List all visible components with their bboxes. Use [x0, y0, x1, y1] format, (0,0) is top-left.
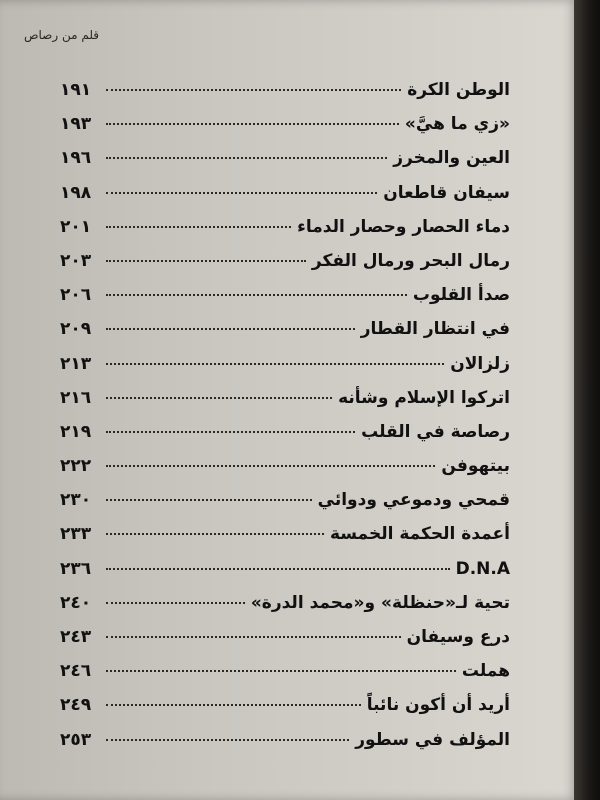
dot-leader	[106, 602, 245, 604]
toc-entry-title: تحية لـ«حنظلة» و«محمد الدرة»	[250, 592, 510, 613]
toc-entry	[60, 730, 510, 764]
dot-leader	[106, 192, 377, 194]
toc-entry-page-number: ٢٤٠	[60, 592, 92, 613]
toc-entry-title: درع وسيفان	[406, 627, 510, 647]
toc-entry-page-number: ٢٢٢	[60, 456, 92, 477]
dot-leader	[106, 157, 387, 159]
toc-entry	[60, 593, 510, 627]
toc-entry-page-number: ٢٤٩	[60, 695, 92, 716]
toc-entry	[60, 661, 510, 695]
dot-leader	[106, 89, 401, 91]
dot-leader	[106, 636, 401, 638]
toc-entry-page-number: ١٩٣	[60, 114, 92, 135]
toc-entry	[60, 524, 510, 558]
toc-entry	[60, 354, 510, 388]
dot-leader	[106, 533, 324, 535]
dot-leader	[106, 704, 361, 706]
toc-entry-title: رمال البحر ورمال الفكر	[311, 250, 510, 271]
toc-entry-title: دماء الحصار وحصار الدماء	[297, 216, 510, 237]
toc-entry-page-number: ٢٣٣	[60, 524, 92, 545]
dot-leader	[106, 226, 291, 228]
dot-leader	[106, 294, 407, 296]
toc-entry-page-number: ١٩٦	[60, 148, 92, 169]
toc-entry-title: سيفان قاطعان	[383, 182, 510, 203]
toc-entry	[60, 80, 510, 114]
dot-leader	[106, 465, 435, 467]
toc-entry-page-number: ٢٠٦	[60, 285, 92, 306]
toc-entry	[60, 148, 510, 182]
toc-entry	[60, 319, 510, 353]
toc-entry	[60, 285, 510, 319]
toc-entry-title: أريد أن أكون نائباً	[366, 695, 510, 716]
toc-entry-page-number: ٢١٣	[60, 353, 92, 374]
toc-entry	[60, 627, 510, 661]
toc-entry	[60, 456, 510, 490]
dot-leader	[106, 568, 450, 570]
toc-entry	[60, 422, 510, 456]
toc-entry-page-number: ١٩٨	[60, 182, 92, 203]
table-of-contents	[60, 80, 510, 764]
toc-entry-page-number: ٢٠٣	[60, 250, 92, 271]
toc-entry-page-number: ٢٤٣	[60, 627, 92, 647]
running-header: قلم من رصاص	[24, 28, 100, 42]
toc-entry-title: هملت	[461, 661, 510, 682]
dot-leader	[106, 397, 332, 399]
dot-leader	[106, 499, 312, 501]
toc-entry	[60, 251, 510, 285]
toc-entry-page-number: ٢٤٦	[60, 661, 92, 682]
dot-leader	[106, 260, 306, 262]
toc-entry	[60, 695, 510, 729]
toc-entry-page-number: ١٩١	[60, 80, 92, 100]
toc-entry	[60, 114, 510, 148]
toc-entry	[60, 217, 510, 251]
toc-entry-title: المؤلف في سطور	[355, 729, 510, 750]
toc-entry-title: قمحي ودموعي ودوائي	[317, 490, 510, 511]
toc-entry-page-number: ٢١٦	[60, 387, 92, 408]
dot-leader	[106, 363, 444, 365]
toc-entry-page-number: ٢٥٣	[60, 729, 92, 750]
toc-entry	[60, 559, 510, 593]
toc-entry-title: أعمدة الحكمة الخمسة	[329, 524, 510, 545]
toc-entry-title: صدأ القلوب	[412, 285, 510, 306]
toc-entry-page-number: ٢٣٠	[60, 490, 92, 511]
toc-entry-page-number: ٢٣٦	[60, 558, 92, 579]
toc-entry-title: زلزالان	[450, 353, 510, 374]
toc-entry-title: الوطن الكرة	[407, 80, 510, 100]
toc-entry	[60, 490, 510, 524]
toc-entry-title: بيتهوفن	[441, 456, 510, 477]
toc-entry-title: في انتظار القطار	[360, 319, 510, 340]
toc-entry-title: D.N.A	[455, 558, 510, 579]
toc-entry-title: رصاصة في القلب	[361, 421, 510, 442]
toc-entry-title: اتركوا الإسلام وشأنه	[338, 387, 510, 408]
dot-leader	[106, 328, 355, 330]
dot-leader	[106, 739, 349, 741]
toc-entry-title: العين والمخرز	[393, 148, 510, 169]
page-edge-shadow	[574, 0, 600, 800]
dot-leader	[106, 431, 355, 433]
toc-entry-page-number: ٢١٩	[60, 421, 92, 442]
toc-entry-page-number: ٢٠٩	[60, 319, 92, 340]
toc-entry	[60, 388, 510, 422]
toc-entry-title: «زي ما هيَّ»	[404, 114, 510, 135]
toc-entry	[60, 183, 510, 217]
dot-leader	[106, 123, 399, 125]
toc-entry-page-number: ٢٠١	[60, 216, 92, 237]
dot-leader	[106, 670, 456, 672]
